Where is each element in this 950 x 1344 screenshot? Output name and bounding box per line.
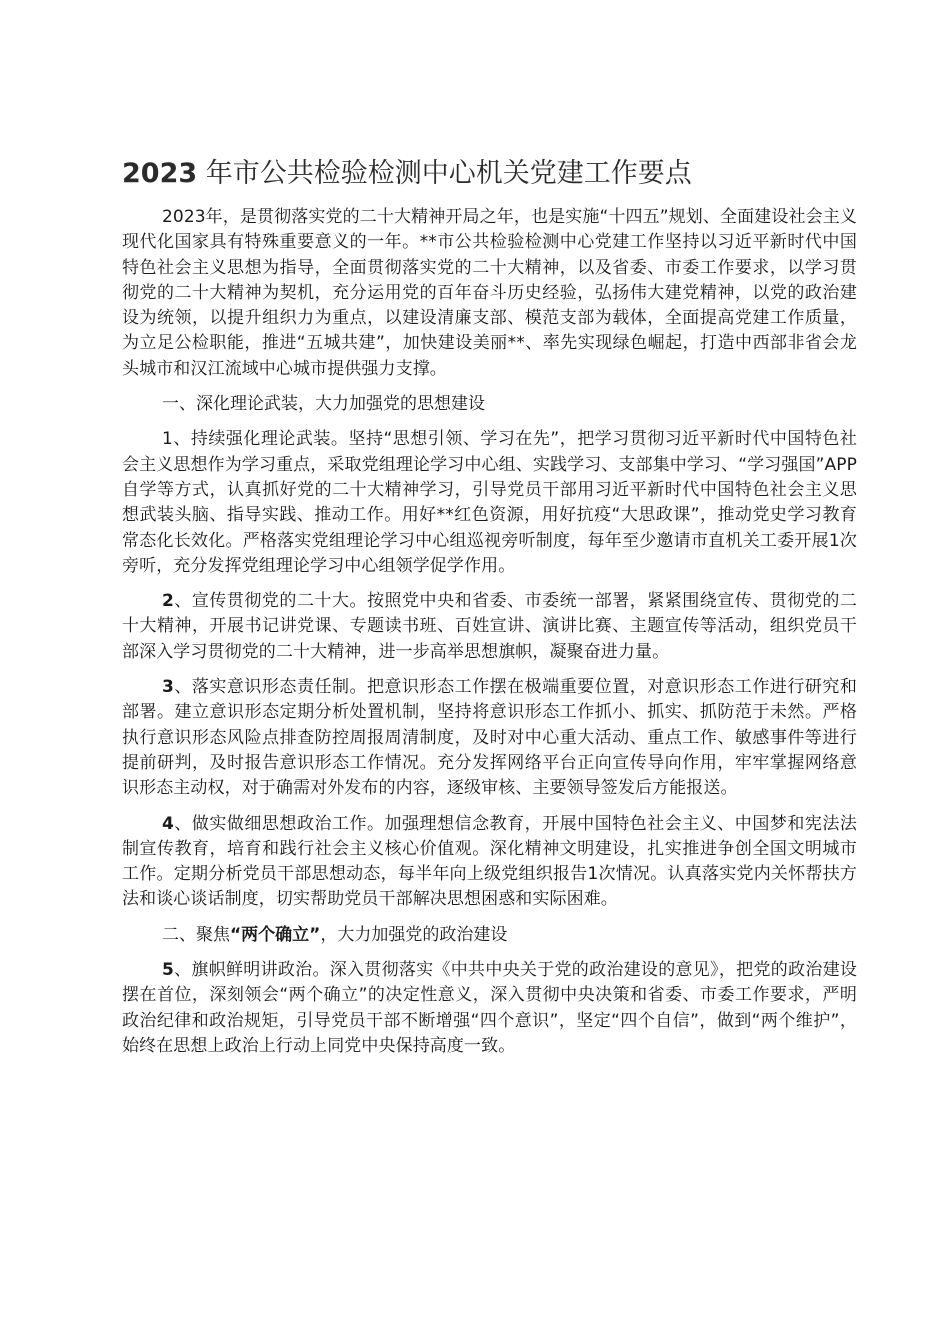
- item-number: 3: [162, 677, 174, 698]
- document-title: [122, 152, 857, 196]
- intro-paragraph: 2023年，是贯彻落实党的二十大精神开局之年，也是实施“十四五”规划、全面建设社会主义现代化国家具有特殊重要意义的一年。**市公共检验检测中心党建工作坚持以习近平新时代中国特色社会主义思想为指导，全面贯彻落实党的二十大精神，以及省委、市委工作要求，以学习贯彻党的二十大精神为契机，充分运用党的百年奋斗历史经验，弘扬伟大建党精神，以党的政治建设为统领，以提升组织力为重点，以建设清廉支部、模范支部为载体，全面提高党建工作质量，为立足公检职能，推进“五城共建”，加快建设美丽**、率先实现绿色崛起，打造中西部非省会龙头城市和汉江流域中心城市提供强力支撑。: [122, 207, 857, 379]
- heading-prefix: 二、聚焦: [162, 924, 230, 945]
- section-heading-2: [122, 923, 857, 948]
- title-year: 2023: [122, 158, 198, 189]
- item-text: 、持续强化理论武装。坚持“思想引领、学习在先”，把学习贯彻习近平新时代中国特色社会主义思想作为学习重点，采取党组理论学习中心组、实践学习、支部集中学习、“学习强国”APP自学等方式，认真抓好党的二十大精神学习，引导党员干部用习近平新时代中国特色社会主义思想武装头脑、指导实践、推动工作。用好**红色资源，用好抗疫“大思政课”，推动党史学习教育常态化长效化。严格落实党组理论学习中心组巡视旁听制度，每年至少邀请市直机关工委开展1次旁听，充分发挥党组理论学习中心组领学促学作用。: [122, 429, 857, 576]
- heading-emphasis: “两个确立”: [230, 924, 321, 945]
- item-paragraph-5: [122, 958, 857, 1059]
- item-text: 、落实意识形态责任制。把意识形态工作摆在极端重要位置，对意识形态工作进行研究和部署。建立意识形态定期分析处置机制，坚持将意识形态工作抓小、抓实、抓防范于未然。严格执行意识形态风险点排查防控周报周清制度，及时对中心重大活动、重点工作、敏感事件等进行提前研判，及时报告意识形态工作情况。充分发挥网络平台正向宣传导向作用，牢牢掌握网络意识形态主动权，对于确需对外发布的内容，逐级审核、主要领导签发后方能报送。: [122, 677, 857, 799]
- item-number: 2: [162, 591, 174, 612]
- item-paragraph-2: [122, 589, 857, 665]
- item-number: 4: [162, 813, 174, 834]
- item-text: 、做实做细思想政治工作。加强理想信念教育，开展中国特色社会主义、中国梦和宪法法制宣传教育，培育和践行社会主义核心价值观。深化精神文明建设，扎实推进争创全国文明城市工作。定期分析党员干部思想动态，每半年向上级党组织报告1次情况。认真落实党内关怀帮扶方法和谈心谈话制度，切实帮助党员干部解决思想困惑和实际困难。: [122, 813, 857, 910]
- item-number: 5: [162, 960, 174, 981]
- item-paragraph-1: [122, 427, 857, 579]
- title-text: 年市公共检验检测中心机关党建工作要点: [205, 158, 692, 189]
- item-text: 、宣传贯彻党的二十大。按照党中央和省委、市委统一部署，紧紧围绕宣传、贯彻党的二十大精神，开展书记讲党课、专题读书班、百姓宣讲、演讲比赛、主题宣传等活动，组织党员干部深入学习贯彻党的二十大精神，进一步高举思想旗帜，凝聚奋进力量。: [122, 591, 857, 662]
- item-text: 、旗帜鲜明讲政治。深入贯彻落实《中共中央关于党的政治建设的意见》，把党的政治建设摆在首位，深刻领会“两个确立”的决定性意义，深入贯彻中央决策和省委、市委工作要求，严明政治纪律和政治规矩，引导党员干部不断增强“四个意识”，坚定“四个自信”，做到“两个维护”，始终在思想上政治上行动上同党中央保持高度一致。: [122, 960, 857, 1056]
- item-paragraph-3: [122, 675, 857, 801]
- section-heading-1: 一、深化理论武装，大力加强党的思想建设: [162, 394, 485, 415]
- item-number: 1: [162, 429, 173, 450]
- item-paragraph-4: [122, 812, 857, 913]
- document-page: [122, 152, 857, 1069]
- heading-suffix: ，大力加强党的政治建设: [320, 924, 508, 945]
